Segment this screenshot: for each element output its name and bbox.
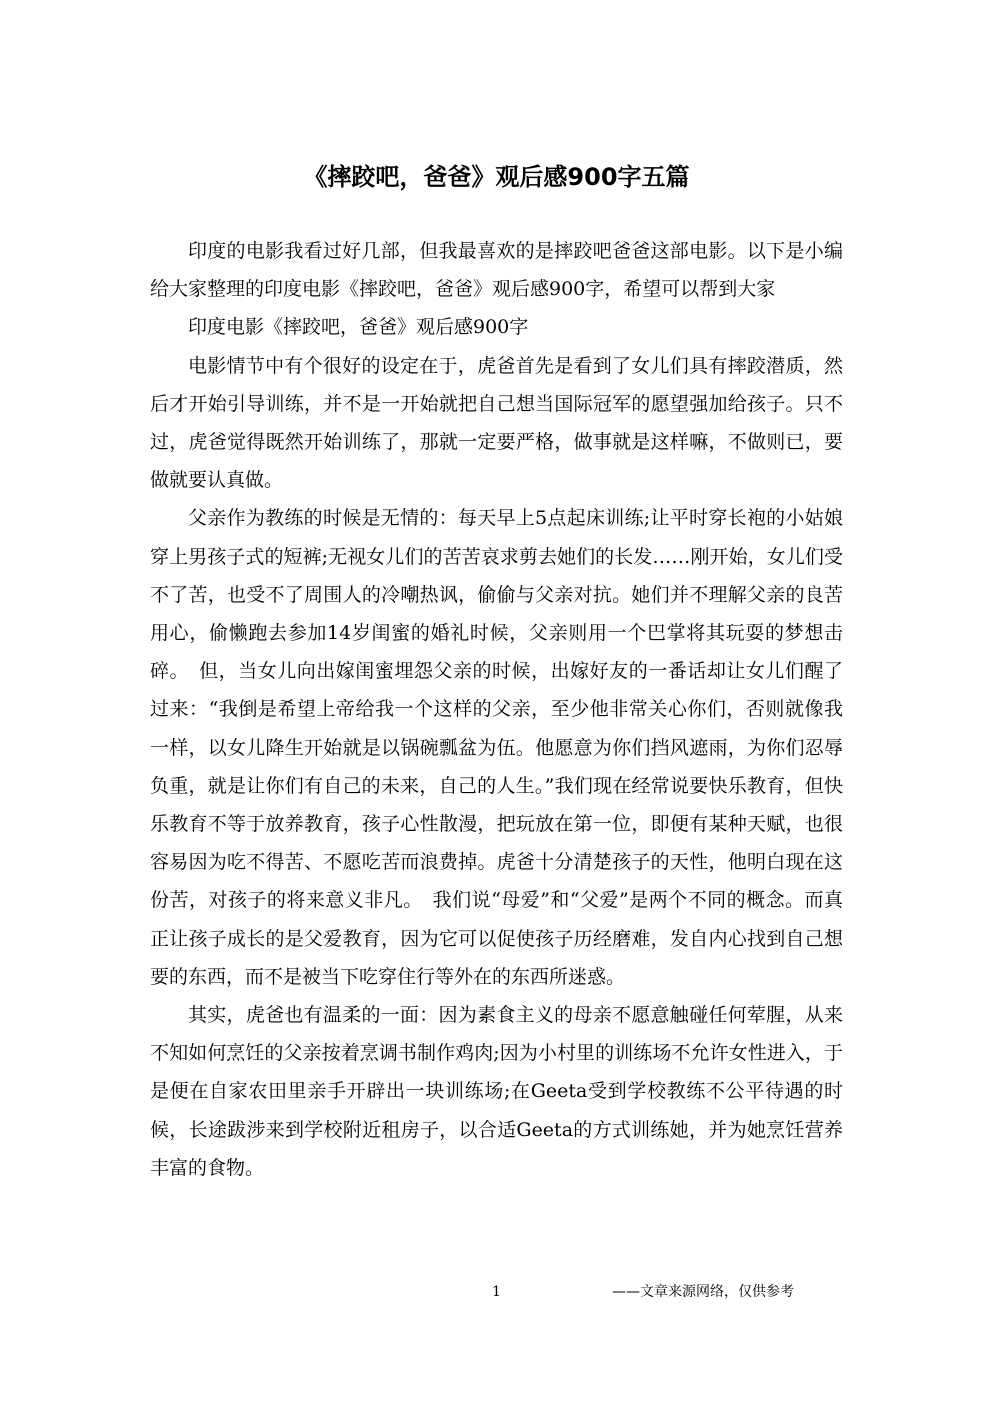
body-paragraph: 电影情节中有个很好的设定在于，虎爸首先是看到了女儿们具有摔跤潜质，然后才开始引导训练，并不是一开始就把自己想当国际冠军的愿望强加给孩子。只不过，虎爸觉得既然开始训练了，那就一定要严格，做事就是这样嘛，不做则已，要做就要认真做。 bbox=[150, 354, 843, 492]
page-footer bbox=[0, 1280, 993, 1304]
body-paragraph: 其实，虎爸也有温柔的一面：因为素食主义的母亲不愿意触碰任何荤腥，从来不知如何烹饪的父亲按着烹调书制作鸡肉;因为小村里的训练场不允许女性进入，于是便在自家农田里亲手开辟出一块训练场;在Geeta受到学校教练不公平待遇的时候，长途跋涉来到学校附近租房子，以合适Geeta的方式训练她，并为她烹饪营养丰富的食物。 bbox=[150, 1004, 843, 1179]
source-disclaimer: ——文章来源网络，仅供参考 bbox=[612, 1284, 794, 1300]
document-body bbox=[150, 232, 843, 1187]
document-title: 《摔跤吧，爸爸》观后感900字五篇 bbox=[303, 163, 690, 191]
body-paragraph: 父亲作为教练的时候是无情的：每天早上5点起床训练;让平时穿长袍的小姑娘穿上男孩子式的短裤;无视女儿们的苦苦哀求剪去她们的长发……刚开始，女儿们受不了苦，也受不了周围人的冷嘲热讽，偷偷与父亲对抗。她们并不理解父亲的良苦用心，偷懒跑去参加14岁闺蜜的婚礼时候，父亲则用一个巴掌将其玩耍的梦想击碎。 但，当女儿向出嫁闺蜜埋怨父亲的时候，出嫁好友的一番话却让女儿们醒了过来：“我倒是希望上帝给我一个这样的父亲，至少他非常关心你们，否则就像我一样，以女儿降生开始就是以锅碗瓢盆为伍。他愿意为你们挡风遮雨，为你们忍辱负重，就是让你们有自己的未来，自己的人生。”我们现在经常说要快乐教育，但快乐教育不等于放养教育，孩子心性散漫，把玩放在第一位，即便有某种天赋，也很容易因为吃不得苦、不愿吃苦而浪费掉。虎爸十分清楚孩子的天性，他明白现在这份苦，对孩子的将来意义非凡。 我们说“母爱”和“父爱”是两个不同的概念。而真正让孩子成长的是父爱教育，因为它可以促使孩子历经磨难，发自内心找到自己想要的东西，而不是被当下吃穿住行等外在的东西所迷惑。 bbox=[150, 507, 843, 988]
page-number: 1 bbox=[492, 1284, 501, 1300]
intro-paragraph: 印度的电影我看过好几部，但我最喜欢的是摔跤吧爸爸这部电影。以下是小编给大家整理的印度电影《摔跤吧，爸爸》观后感900字，希望可以帮到大家 bbox=[150, 240, 843, 301]
section-heading-paragraph: 印度电影《摔跤吧，爸爸》观后感900字 bbox=[188, 316, 529, 339]
